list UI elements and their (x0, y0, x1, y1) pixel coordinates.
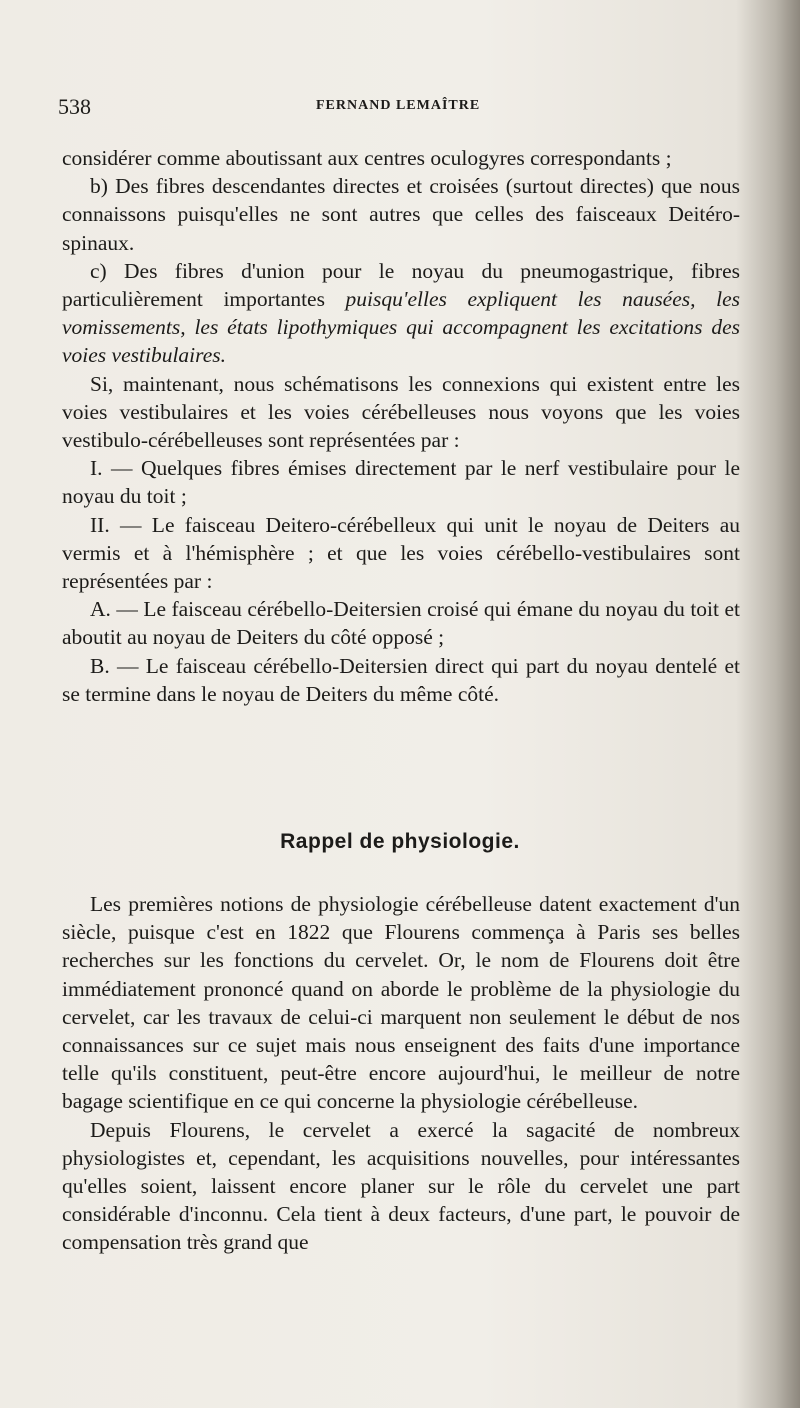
paragraph (62, 257, 740, 370)
paragraph: considérer comme aboutissant aux centres oculogyres correspondants ; (62, 146, 672, 170)
page-number: 538 (58, 94, 91, 119)
section-heading: Rappel de physiologie. (280, 830, 520, 853)
list-item: I. — Quelques fibres émises directement par le nerf vestibulaire pour le noyau du toit ; (62, 456, 740, 509)
page-header (58, 94, 738, 124)
running-head: FERNAND LEMAÎTRE (316, 98, 481, 113)
paragraph-italic-text: puisqu'elles expliquent les nausées, les vomissements, les états lipothymiques qui accompagnent les excitations des voies vestibulaires. (62, 287, 740, 368)
paragraph-text: c) Des fibres d'union pour le noyau du pneumogastrique, fibres particulièrement importantes (62, 258, 740, 312)
paragraph: Si, maintenant, nous schématisons les connexions qui existent entre les voies vestibulaires et les voies cérébelleuses nous voyons que les voies vestibulo-cérébelleuses sont représentées par : (62, 371, 740, 453)
paragraph: Depuis Flourens, le cervelet a exercé la sagacité de nombreux physiologistes et, cependant, les acquisitions nouvelles, pour intéressantes qu'elles soient, laissent encore planer sur le rôle du cervelet une part considérable d'inconnu. Cela tient à deux facteurs, d'une part, le pouvoir de compensation très grand que (62, 1117, 740, 1255)
text-block-physiology (62, 890, 740, 1257)
list-item: B. — Le faisceau cérébello-Deitersien direct qui part du noyau dentelé et se termine dans le noyau de Deiters du même côté. (62, 653, 740, 706)
list-item: A. — Le faisceau cérébello-Deitersien croisé qui émane du noyau du toit et aboutit au noyau de Deiters du côté opposé ; (62, 597, 740, 650)
paragraph: b) Des fibres descendantes directes et croisées (surtout directes) que nous connaissons puisqu'elles ne sont autres que celles des faisceaux Deitéro-spinaux. (62, 174, 740, 255)
text-block-connections (62, 144, 740, 708)
paragraph: Les premières notions de physiologie cérébelleuse datent exactement d'un siècle, puisque c'est en 1822 que Flourens commença à Paris ses belles recherches sur les fonctions du cervelet. Or, le nom de Flourens doit être immédiatement prononcé quand on aborde le problème de la physiologie du cervelet, car les travaux de celui-ci marquent non seulement le début de nos connaissances sur ce sujet mais nous enseignent des faits d'une importance telle qu'ils constituent, peut-être encore aujourd'hui, le meilleur de notre bagage scientifique en ce qui concerne la physiologie cérébelleuse. (62, 892, 740, 1114)
list-item: II. — Le faisceau Deitero-cérébelleux qui unit le noyau de Deiters au vermis et à l'hémisphère ; et que les voies cérébello-vestibulaires sont représentées par : (62, 512, 740, 594)
